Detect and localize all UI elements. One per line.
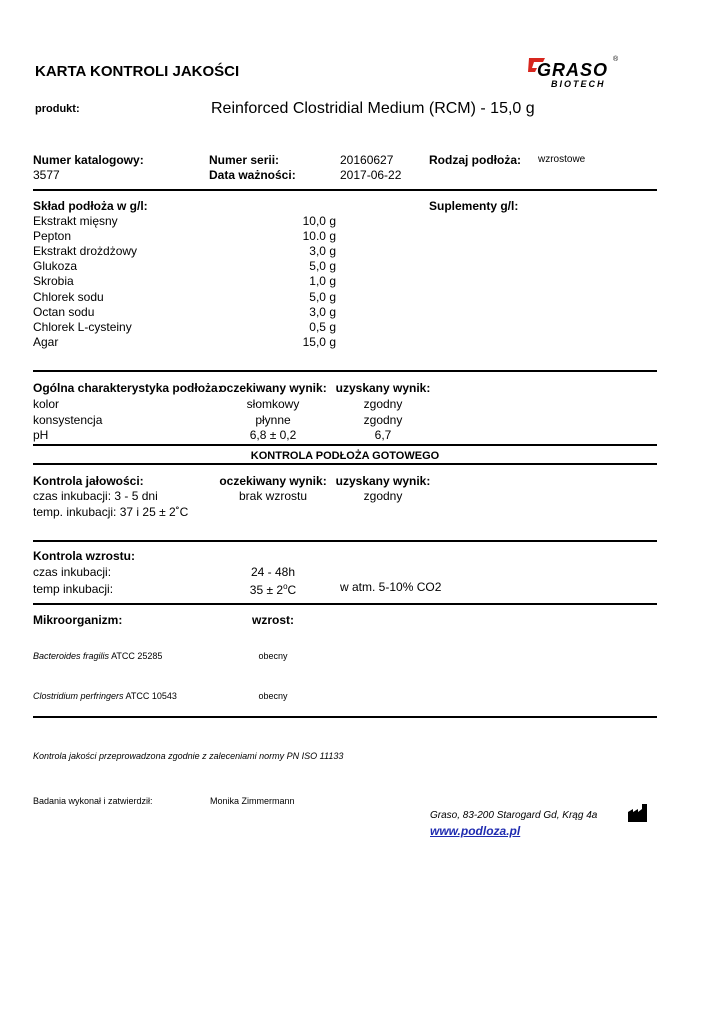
divider (33, 540, 657, 542)
microorganism-species: Clostridium perfringers (33, 691, 124, 701)
microorganism-row (33, 691, 177, 701)
divider (33, 603, 657, 605)
characteristic-expected: płynne (255, 412, 291, 427)
document-title: KARTA KONTROLI JAKOŚCI (35, 63, 240, 80)
microorganism-heading: Mikroorganizm: (33, 613, 123, 627)
expiry-value: 2017-06-22 (340, 168, 402, 182)
sterility-expected: brak wzrostu (238, 489, 308, 503)
supplements-heading: Suplementy g/l: (429, 199, 519, 213)
catalog-value: 3577 (33, 168, 60, 182)
sterility-temp: temp. inkubacji: 37 i 25 ± 2˚C (33, 505, 189, 519)
ingredient-amount: 0,5 g (309, 319, 336, 334)
sterility-expected-heading: oczekiwany wynik: (219, 474, 327, 488)
ingredient-name: Chlorek sodu (33, 289, 104, 304)
series-label: Numer serii: (209, 153, 280, 167)
signed-name: Monika Zimmermann (210, 796, 295, 806)
microorganism-growth: obecny (258, 691, 288, 701)
growth-heading: Kontrola wzrostu: (33, 549, 135, 563)
microorganism-strain: ATCC 25285 (111, 651, 163, 661)
signed-label: Badania wykonał i zatwierdził: (33, 796, 153, 806)
product-name: Reinforced Clostridial Medium (RCM) - 15,0 g (211, 100, 535, 117)
microorganism-strain: ATCC 10543 (125, 691, 177, 701)
logo-brand: GRASO (537, 60, 609, 80)
ingredient-amount: 15,0 g (302, 334, 336, 349)
growth-temp-degree: o (283, 582, 288, 591)
ingredient-amount: 10,0 g (302, 214, 336, 228)
company-address: Graso, 83-200 Starogard Gd, Krąg 4a (430, 810, 598, 821)
obtained-heading: uzyskany wynik: (335, 381, 431, 395)
microorganism-species: Bacteroides fragilis (33, 651, 110, 661)
ingredient-name: Skrobia (33, 274, 74, 289)
catalog-label: Numer katalogowy: (33, 153, 144, 167)
ingredient-name: Chlorek L-cysteiny (33, 319, 132, 334)
medium-type-value: wzrostowe (538, 154, 586, 165)
growth-time-label: czas inkubacji: (33, 565, 112, 579)
sterility-time: czas inkubacji: 3 - 5 dni (33, 489, 158, 503)
divider (33, 370, 657, 372)
ingredient-amount: 3,0 g (309, 244, 336, 259)
characteristic-expected: słomkowy (246, 397, 300, 411)
divider (33, 189, 657, 191)
growth-atmosphere: w atm. 5-10% CO2 (340, 580, 442, 594)
growth-temp-unit: C (287, 583, 297, 597)
ingredient-amount: 5,0 g (309, 259, 336, 274)
characteristic-obtained: zgodny (363, 412, 403, 427)
characteristics-heading: Ogólna charakterystyka podłoża: (33, 381, 222, 395)
ingredient-amount: 5,0 g (309, 289, 336, 304)
sterility-obtained: zgodny (363, 489, 403, 503)
ingredient-name: Agar (33, 334, 59, 349)
divider (33, 463, 657, 465)
growth-temp-value (218, 582, 328, 597)
factory-icon (627, 803, 649, 823)
growth-temp-main: 35 ± 2 (249, 583, 284, 597)
sterility-heading: Kontrola jałowości: (33, 474, 144, 488)
growth-time-value: 24 - 48h (250, 565, 296, 579)
graso-logo (527, 52, 622, 92)
product-label: produkt: (35, 103, 80, 115)
sterility-obtained-heading: uzyskany wynik: (335, 474, 431, 488)
characteristic-name: konsystencja (33, 412, 103, 427)
ready-control-heading: KONTROLA PODŁOŻA GOTOWEGO (250, 450, 440, 462)
ingredient-name: Ekstrakt mięsny (33, 214, 118, 228)
expected-heading: oczekiwany wynik: (219, 381, 327, 395)
website-link[interactable]: www.podloza.pl (430, 824, 521, 838)
characteristic-expected: 6,8 ± 0,2 (249, 428, 297, 442)
growth-temp-label: temp inkubacji: (33, 582, 114, 596)
microorganism-row (33, 651, 162, 661)
logo-sub: BIOTECH (551, 79, 606, 89)
growth-result-heading: wzrost: (252, 613, 294, 627)
ingredient-name: Ekstrakt drożdżowy (33, 244, 138, 259)
microorganism-growth: obecny (258, 651, 288, 661)
medium-type-label: Rodzaj podłoża: (429, 153, 521, 167)
characteristic-name: pH (33, 428, 49, 442)
characteristic-name: kolor (33, 397, 60, 411)
divider (33, 444, 657, 446)
expiry-label: Data ważności: (209, 168, 296, 182)
series-value: 20160627 (340, 153, 394, 167)
ingredient-name: Pepton (33, 229, 72, 244)
logo-registered: ® (613, 56, 619, 63)
characteristic-obtained: zgodny (363, 397, 403, 411)
norm-note: Kontrola jakości przeprowadzona zgodnie z zaleceniami normy PN ISO 11133 (33, 751, 344, 761)
ingredient-name: Octan sodu (33, 304, 95, 319)
ingredient-amount: 1,0 g (309, 274, 336, 289)
ingredient-amount: 10.0 g (302, 229, 336, 244)
characteristic-obtained: 6,7 (374, 428, 392, 442)
ingredient-amount: 3,0 g (309, 304, 336, 319)
composition-heading: Skład podłoża w g/l: (33, 199, 148, 213)
ingredient-name: Glukoza (33, 259, 78, 274)
divider (33, 716, 657, 718)
